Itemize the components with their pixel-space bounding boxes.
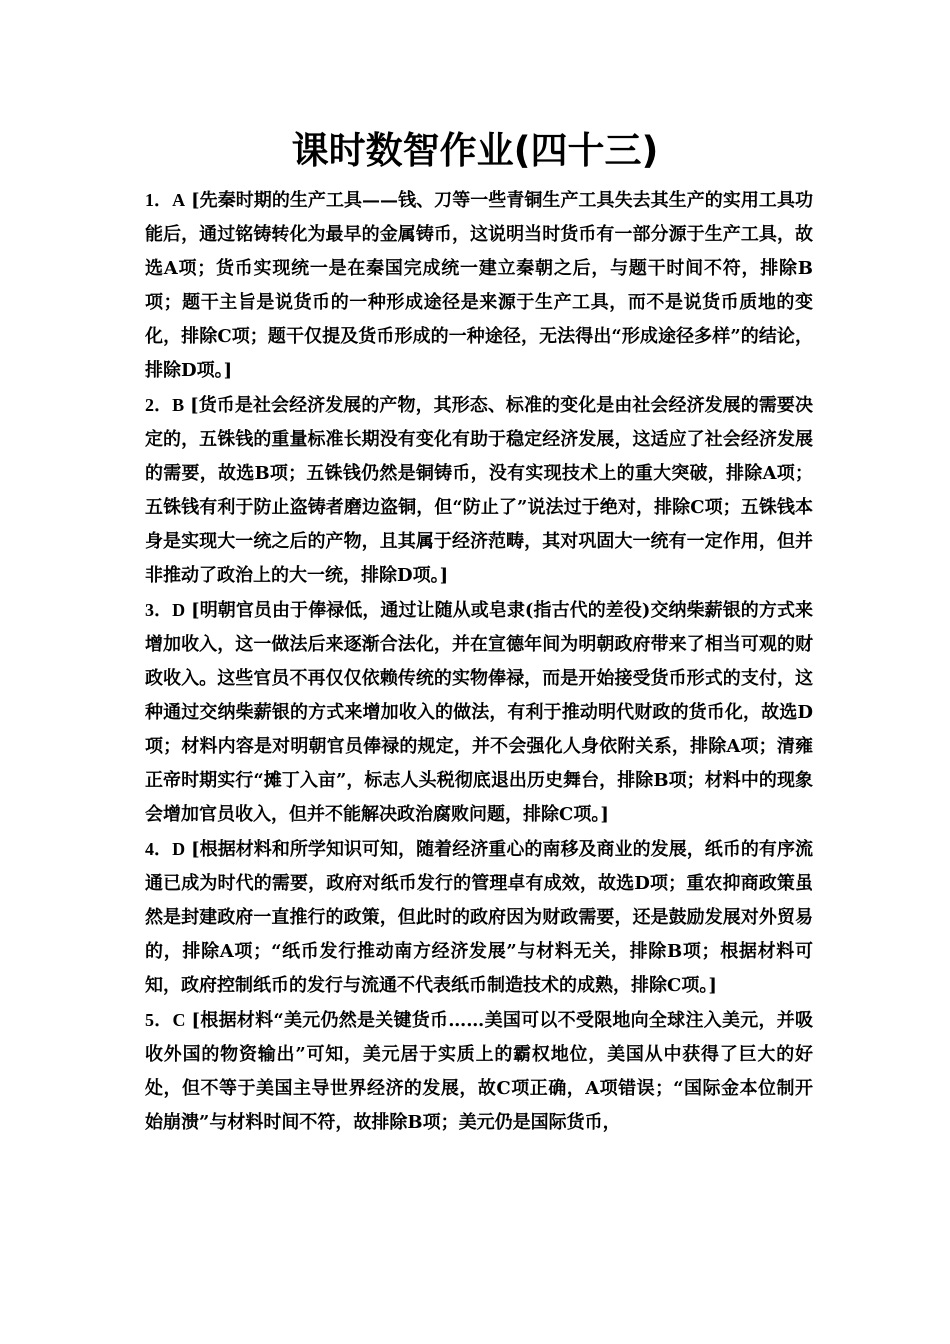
explanation-text: [货币是社会经济发展的产物，其形态、标准的变化是由社会经济发展的需要决定的，五铢钱的重量标准长期没有变化有助于稳定经济发展，这适应了社会经济发展的需要，故选B项；五铢钱仍然是铜铸币，没有实现技术上的重大突破，排除A项；五铢钱有利于防止盗铸者磨边盗铜，但“防止了”说法过于绝对，排除C项；五铢钱本身是实现大一统之后的产物，且其属于经济范畴，其对巩固大一统有一定作用，但并非推动了政治上的大一统，排除D项。] bbox=[145, 395, 814, 586]
explanation-text: [根据材料“美元仍然是关键货币……美国可以不受限地向全球注入美元，并吸收外国的物资输出”可知，美元居于实质上的霸权地位，美国从中获得了巨大的好处，但不等于美国主导世界经济的发展，故C项正确，A项错误；“国际金本位制开始崩溃”与材料时间不符，故排除B项；美元仍是国际货币， bbox=[145, 1010, 814, 1133]
answer-item-2 bbox=[145, 388, 813, 593]
question-number: 3． bbox=[145, 600, 173, 620]
answer-letter: D bbox=[172, 600, 186, 620]
answer-letter: D bbox=[172, 839, 186, 859]
explanation-text: [明朝官员由于俸禄低，通过让随从或皂隶(指古代的差役)交纳柴薪银的方式来增加收入，这一做法后来逐渐合法化，并在宣德年间为明朝政府带来了相当可观的财政收入。这些官员不再仅仅依赖传统的实物俸禄，而是开始接受货币形式的支付，这种通过交纳柴薪银的方式来增加收入的做法，有利于推动明代财政的货币化，故选D项；材料内容是对明朝官员俸禄的规定，并不会强化人身依附关系，排除A项；清雍正帝时期实行“摊丁入亩”，标志人头税彻底退出历史舞台，排除B项；材料中的现象会增加官员收入，但并不能解决政治腐败问题，排除C项。] bbox=[145, 600, 814, 825]
answer-label bbox=[145, 190, 185, 210]
question-number: 1． bbox=[145, 190, 173, 210]
answer-list bbox=[145, 183, 813, 1140]
answer-item-4 bbox=[145, 832, 813, 1003]
page-title: 课时数智作业(四十三) bbox=[291, 129, 659, 172]
answer-letter: C bbox=[172, 1010, 186, 1030]
answer-label bbox=[145, 600, 185, 620]
answer-label bbox=[145, 1010, 186, 1030]
answer-letter: B bbox=[172, 395, 185, 415]
answer-label bbox=[145, 839, 185, 859]
answer-label bbox=[145, 395, 184, 415]
question-number: 5． bbox=[145, 1010, 173, 1030]
question-number: 4． bbox=[145, 839, 173, 859]
explanation-text: [先秦时期的生产工具——钱、刀等一些青铜生产工具失去其生产的实用工具功能后，通过铭铸转化为最早的金属铸币，这说明当时货币有一部分源于生产工具，故选A项；货币实现统一是在秦国完成统一建立秦朝之后，与题干时间不符，排除B项；题干主旨是说货币的一种形成途径是来源于生产工具，而不是说货币质地的变化，排除C项；题干仅提及货币形成的一种途径，无法得出“形成途径多样”的结论，排除D项。] bbox=[145, 190, 814, 381]
answer-item-1 bbox=[145, 183, 813, 388]
answer-item-3 bbox=[145, 593, 813, 832]
answer-letter: A bbox=[172, 190, 186, 210]
answer-item-5 bbox=[145, 1003, 813, 1140]
question-number: 2． bbox=[145, 395, 173, 415]
explanation-text: [根据材料和所学知识可知，随着经济重心的南移及商业的发展，纸币的有序流通已成为时代的需要，政府对纸币发行的管理卓有成效，故选D项；重农抑商政策虽然是封建政府一直推行的政策，但此时的政府因为财政需要，还是鼓励发展对外贸易的，排除A项；“纸币发行推动南方经济发展”与材料无关，排除B项；根据材料可知，政府控制纸币的发行与流通不代表纸币制造技术的成熟，排除C项。] bbox=[145, 839, 814, 996]
